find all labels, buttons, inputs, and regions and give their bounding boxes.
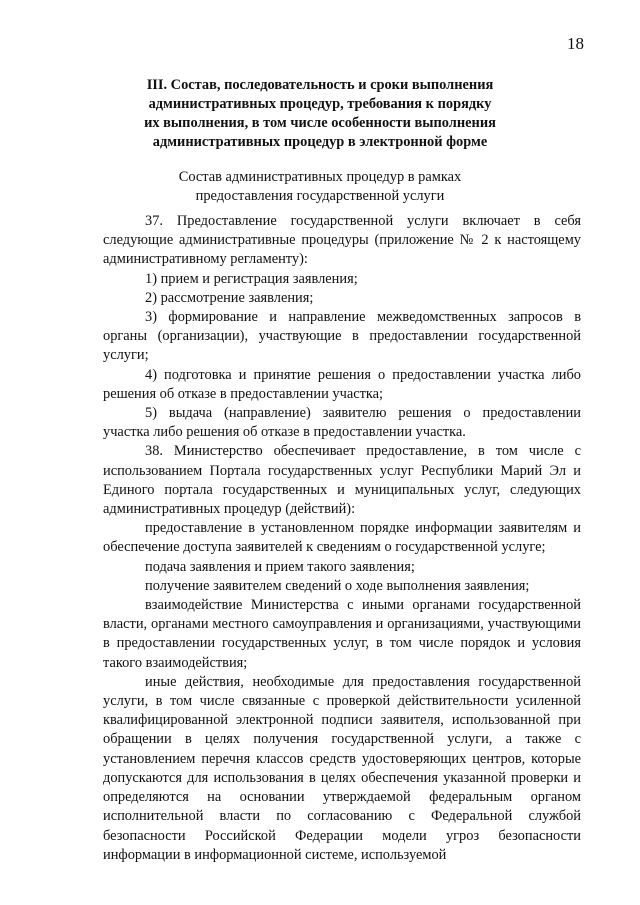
procedure-item: иные действия, необходимые для предоставления государственной услуги, в том числе связанные с проверкой действительности усиленной квалифицированной электронной подписи заявителя, использованной при обращении в целях получения государственной услуги, а также с установлением перечня классов средств удостоверяющих центров, которые допускаются для использования в целях обеспечения указанной проверки и определяются на основании утверждаемой федеральным органом исполнительной власти по согласованию с Федеральной службой безопасности Российской Федерации модели угроз безопасности информации в информационной системе, используемой bbox=[103, 673, 581, 863]
subsection-heading bbox=[90, 168, 550, 206]
section-heading-line: административных процедур, требования к порядку bbox=[148, 96, 492, 112]
list-item-2: 2) рассмотрение заявления; bbox=[145, 289, 314, 306]
procedure-item: предоставление в установленном порядке информации заявителям и обеспечение доступа заявителей к сведениям о государственной услуге; bbox=[103, 520, 581, 556]
list-item-4: 4) подготовка и принятие решения о предоставлении участка либо решения об отказе в предоставлении участка; bbox=[103, 366, 581, 402]
body-text bbox=[103, 212, 581, 865]
subsection-heading-line: Состав административных процедур в рамках bbox=[178, 169, 462, 185]
section-heading-line: их выполнения, в том числе особенности выполнения bbox=[144, 115, 496, 131]
page-number: 18 bbox=[567, 34, 584, 53]
procedure-item: получение заявителем сведений о ходе выполнения заявления; bbox=[145, 577, 530, 594]
list-item-5: 5) выдача (направление) заявителю решения о предоставлении участка либо решения об отказе в предоставлении участка. bbox=[103, 405, 581, 441]
section-heading bbox=[90, 76, 550, 152]
list-item-1: 1) прием и регистрация заявления; bbox=[145, 270, 358, 287]
list-item-3: 3) формирование и направление межведомственных запросов в органы (организации), участвующие в предоставлении государственной услуги; bbox=[103, 309, 581, 364]
paragraph-38-intro: 38. Министерство обеспечивает предоставление, в том числе с использованием Портала государственных услуг Республики Марий Эл и Единого портала государственных и муниципальных услуг, следующих административных процедур (действий): bbox=[103, 443, 581, 518]
subsection-heading-line: предоставления государственной услуги bbox=[195, 188, 445, 204]
procedure-item: взаимодействие Министерства с иными органами государственной власти, органами местного самоуправления и организациями, участвующими в предоставлении государственных услуг, в том числе порядок и условия такого взаимодействия; bbox=[103, 597, 581, 671]
section-heading-line: III. Состав, последовательность и сроки выполнения bbox=[146, 77, 494, 93]
section-heading-line: административных процедур в электронной форме bbox=[152, 134, 488, 150]
paragraph-37-intro: 37. Предоставление государственной услуги включает в себя следующие административные процедуры (приложение № 2 к настоящему административному регламенту): bbox=[103, 213, 581, 268]
procedure-item: подача заявления и прием такого заявления; bbox=[145, 558, 415, 575]
